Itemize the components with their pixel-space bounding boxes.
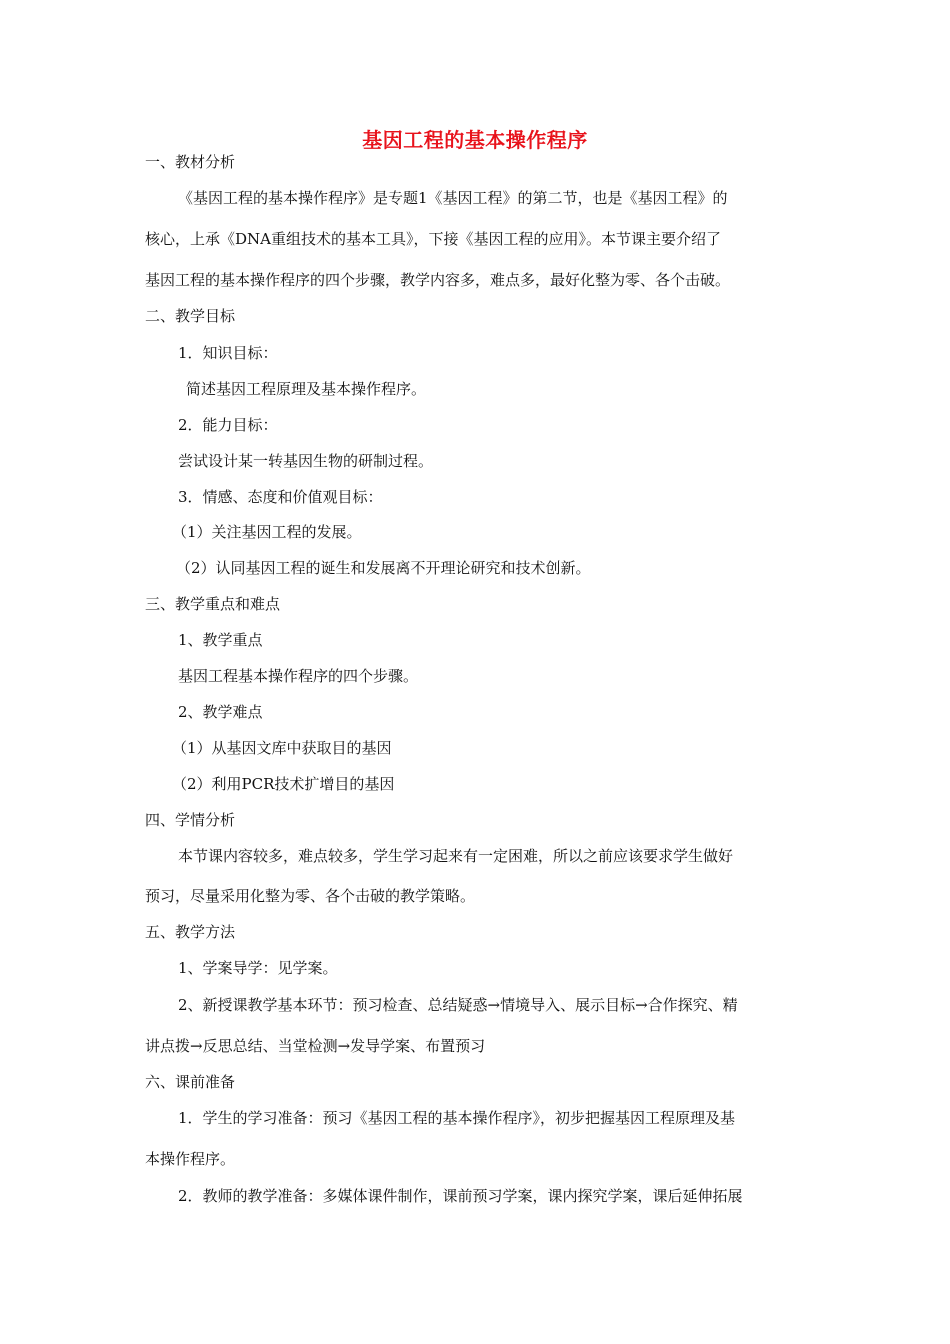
list-item: 3．情感、态度和价值观目标： — [178, 488, 383, 506]
list-item: 2．能力目标： — [178, 416, 278, 434]
section-heading-key-points: 三、教学重点和难点 — [145, 595, 281, 613]
paragraph-line: 基因工程基本操作程序的四个步骤。 — [178, 667, 419, 685]
list-item: 1．学生的学习准备：预习《基因工程的基本操作程序》，初步把握基因工程原理及基 — [178, 1109, 736, 1127]
list-item: 2、教学难点 — [178, 703, 263, 721]
list-item: （1）关注基因工程的发展。 — [172, 523, 362, 541]
paragraph-line: 核心，上承《DNA重组技术的基本工具》，下接《基因工程的应用》。本节课主要介绍了 — [145, 230, 721, 248]
paragraph-line: 基因工程的基本操作程序的四个步骤，教学内容多，难点多，最好化整为零、各个击破。 — [145, 271, 731, 289]
section-heading-teaching-methods: 五、教学方法 — [145, 923, 236, 941]
section-heading-preparation: 六、课前准备 — [145, 1073, 236, 1091]
list-item: （2）利用PCR技术扩增目的基因 — [172, 775, 395, 793]
paragraph-line: 预习，尽量采用化整为零、各个击破的教学策略。 — [145, 887, 476, 905]
document-title: 基因工程的基本操作程序 — [362, 128, 588, 152]
section-heading-teaching-goals: 二、教学目标 — [145, 307, 236, 325]
list-item: 2．教师的教学准备：多媒体课件制作，课前预习学案，课内探究学案，课后延伸拓展 — [178, 1187, 743, 1205]
section-heading-learner-analysis: 四、学情分析 — [145, 811, 236, 829]
list-item: （2）认同基因工程的诞生和发展离不开理论研究和技术创新。 — [176, 559, 591, 577]
paragraph-line: 讲点拨→反思总结、当堂检测→发导学案、布置预习 — [145, 1037, 486, 1055]
list-item: 1．知识目标： — [178, 344, 278, 362]
section-heading-textbook-analysis: 一、教材分析 — [145, 153, 236, 171]
paragraph-line: 简述基因工程原理及基本操作程序。 — [186, 380, 427, 398]
list-item: 1、学案导学：见学案。 — [178, 959, 338, 977]
paragraph-line: 本操作程序。 — [145, 1150, 236, 1168]
list-item: 2、新授课教学基本环节：预习检查、总结疑惑→情境导入、展示目标→合作探究、精 — [178, 996, 738, 1014]
paragraph-line: 《基因工程的基本操作程序》是专题1《基因工程》的第二节，也是《基因工程》的 — [178, 189, 728, 207]
list-item: 1、教学重点 — [178, 631, 263, 649]
list-item: （1）从基因文库中获取目的基因 — [172, 739, 392, 757]
paragraph-line: 本节课内容较多，难点较多，学生学习起来有一定困难，所以之前应该要求学生做好 — [178, 847, 734, 865]
paragraph-line: 尝试设计某一转基因生物的研制过程。 — [178, 452, 434, 470]
